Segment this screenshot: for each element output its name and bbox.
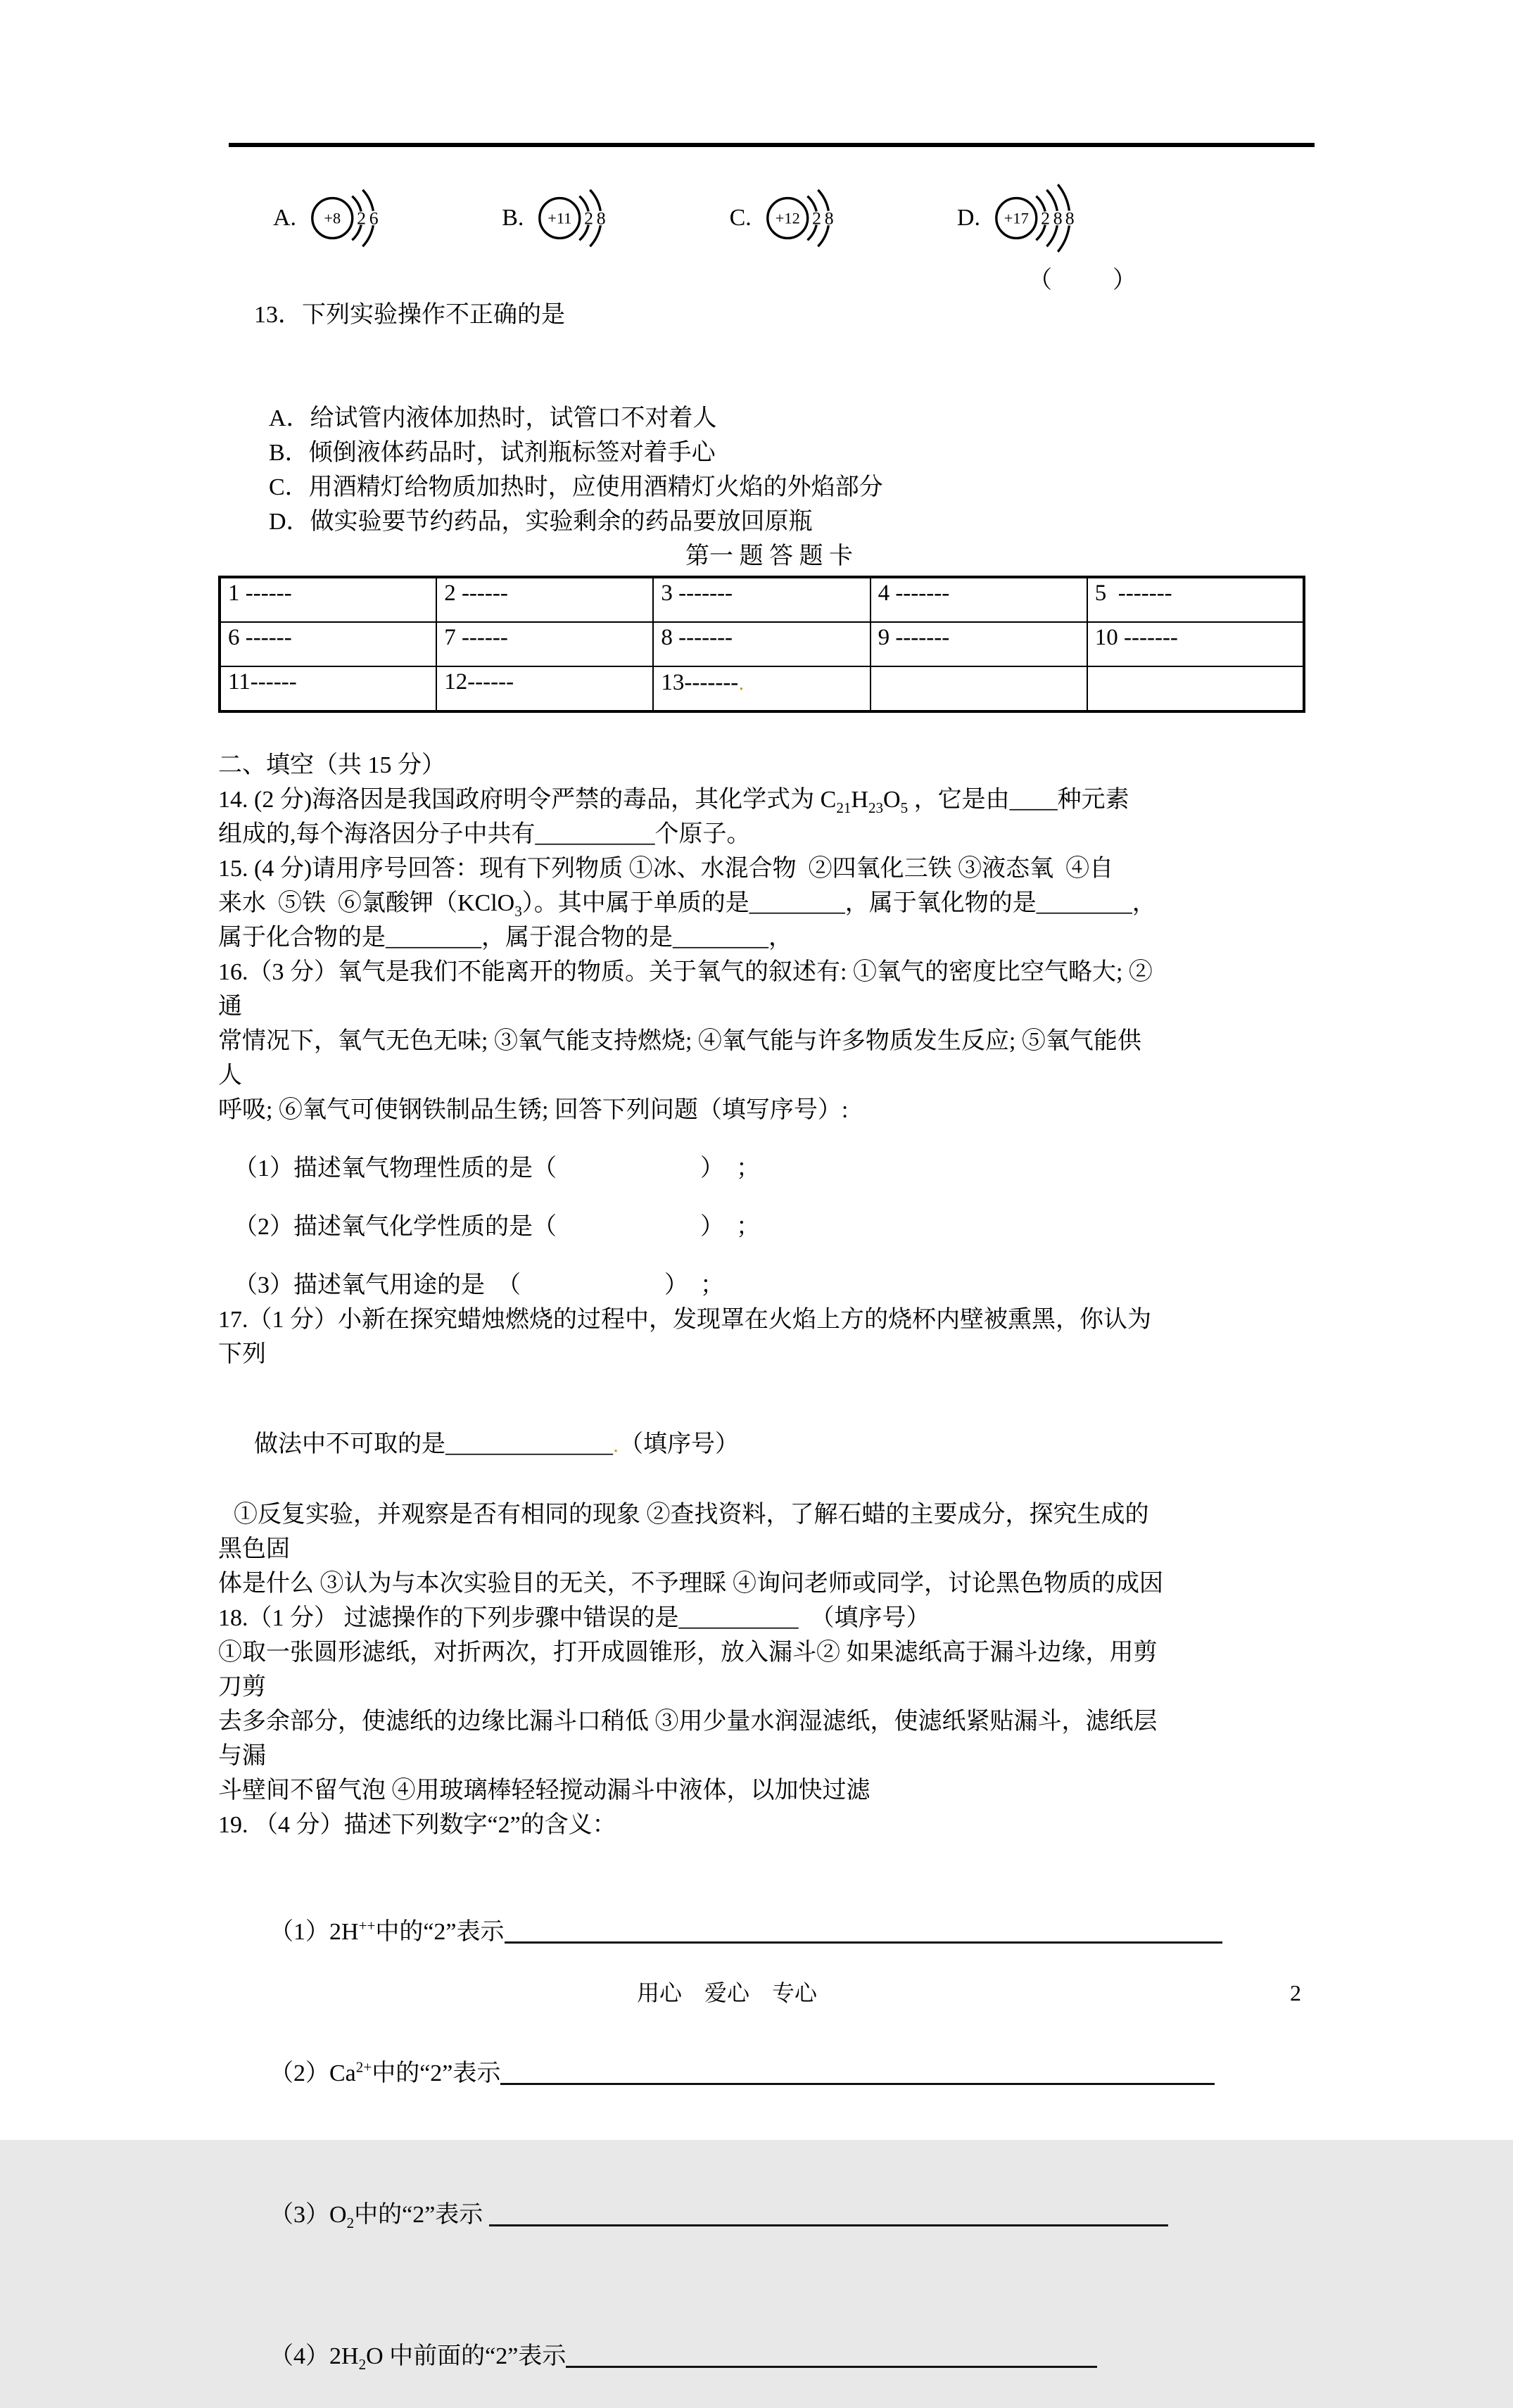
question-14-line1: 14. (2 分)海洛因是我国政府明令严禁的毒品，其化学式为 $C_{21}H_{23}O_5$ ，它是由____种元素 [218,787,1129,816]
nucleus-charge: +11 [547,209,572,227]
question-19-item-4-text: $(4)2H_2O$ 中前面的“2”表示 [270,2343,566,2373]
blank-underline [505,1913,1222,1944]
electron-shell-arc [818,225,828,246]
question-18-step2: 刀剪 [218,1674,266,1700]
answer-card-title: 第一 题 答 题 卡 [685,543,853,569]
nucleus-charge: +17 [1004,209,1029,227]
question-19-item-1 [218,1879,1320,1984]
shell-electron-count: 8 [824,208,834,229]
atom-structure-d-icon [990,175,1083,261]
header-rule [229,143,1315,147]
question-19-item-2 [218,2020,1320,2125]
answer-card-cell [871,666,1087,711]
answer-card-cell: 6 ------ [220,622,436,666]
option-label: D. [956,205,980,231]
shell-electron-count: 8 [597,208,607,229]
option-label: C. [729,205,752,231]
answer-card-cell: 2 ------ [436,577,653,622]
question-18-step3: 去多余部分，使滤纸的边缘比漏斗口稍低 ③用少量水润湿滤纸，使滤纸紧贴漏斗，滤纸层 [218,1709,1158,1735]
question-14-line2: 组成的,每个海洛因分子中共有__________个原子。 [218,821,751,847]
electron-shell-arc [1058,226,1069,252]
question-17-blank-line [218,1393,1320,1497]
electron-shell-arc [1046,225,1057,246]
answer-card-cell: 12------ [436,666,653,711]
question-16-item-1: （1）描述氧气物理性质的是（ ） ； [234,1155,760,1181]
question-17-line2: 下列 [218,1341,266,1367]
shell-electron-count: 8 [1053,208,1063,229]
question-17-choices-3: 体是什么 ③认为与本次实验目的无关，不予理睬 ④询问老师或同学，讨论黑色物质的成因 [218,1571,1163,1597]
question-13-text: 13．下列实验操作不正确的是 [254,302,565,328]
section-2-heading: 二、填空（共 15 分） [218,752,445,778]
atom-diagram-d [957,175,1083,261]
answer-card-table [218,576,1305,713]
atom-diagram-b [502,175,626,261]
answer-card-row [220,577,1304,622]
question-16-line5: 呼吸; ⑥氧气可使钢铁制品生锈; 回答下列问题（填写序号）: [218,1097,849,1123]
blank-underline [489,2196,1168,2226]
question-18-step4: 与漏 [218,1743,266,1769]
answer-card-cell [653,666,870,711]
atomic-diagram-row [218,176,1320,260]
question-16-item-2: （2）描述氧气化学性质的是（ ） ； [234,1214,760,1240]
footer-motto: 用心 爱心 专心 [637,1980,818,2005]
page-content [218,176,1320,2408]
answer-card-cell: 4 ------- [871,577,1087,622]
answer-card-cell: 10 ------- [1087,622,1304,666]
question-15-line2: 来水 ⑤铁 ⑥氯酸钾（KClO$_3$）。其中属于单质的是________，属于氧化物的是________， [218,890,1156,920]
question-13-option-b: B．倾倒液体药品时，试剂瓶标签对着手心 [269,440,716,466]
answer-card-cell: 7 ------ [436,622,653,666]
shell-electron-count: 6 [369,208,379,229]
question-15-line1: 15. (4 分)请用序号回答：现有下列物质 ①冰、水混合物 ②四氧化三铁 ③液态氧 ④自 [218,856,1114,882]
electron-shell-arc [362,225,373,246]
question-17-blank-suffix: （填序号） [631,1431,740,1457]
atom-structure-a-icon [306,175,399,261]
question-13-option-a: A．给试管内液体加热时，试管口不对着人 [269,405,717,431]
question-15-line3: 属于化合物的是________，属于混合物的是________， [218,925,792,951]
question-18-step5: 斗壁间不留气泡 ④用玻璃棒轻轻搅动漏斗中液体，以加快过滤 [218,1778,871,1804]
question-18-line1: 18.（1 分） 过滤操作的下列步骤中错误的是__________ （填序号） [218,1605,930,1631]
question-19-item-2-text: $(2)Ca^{2+}$中的“2”表示 [270,2058,501,2086]
question-16-line4: 人 [218,1063,242,1089]
question-19-item-4 [218,2303,1320,2408]
answer-card-cell [1087,666,1304,711]
question-17-line1: 17.（1 分）小新在探究蜡烛燃烧的过程中，发现罩在火焰上方的烧杯内壁被熏黑，你认为 [218,1307,1151,1333]
shell-electron-count: 8 [1065,208,1075,229]
question-17-choices-2: 黑色固 [218,1536,290,1562]
question-17-blank-text: 做法中不可取的是______________ [254,1431,613,1457]
question-16-line3: 常情况下，氧气无色无味; ③氧气能支持燃烧; ④氧气能与许多物质发生反应; ⑤氧气能供 [218,1028,1141,1054]
atom-structure-c-icon [761,175,854,261]
spellcheck-dot: ． [738,673,757,694]
question-13-option-d: D．做实验要节约药品，实验剩余的药品要放回原瓶 [269,509,813,535]
answer-card-cell: 5 ------- [1087,577,1304,622]
atom-structure-b-icon [533,175,626,261]
answer-card-cell: 9 ------- [871,622,1087,666]
question-16-line2: 通 [218,994,242,1020]
spellcheck-dot: ． [613,1436,632,1456]
blank-underline [566,2338,1097,2368]
answer-card-cell: 3 ------- [653,577,870,622]
answer-brackets: （ ） [1028,267,1141,293]
answer-card-row [220,666,1304,711]
option-label: B. [502,205,524,231]
question-16-item-3: （3）描述氧气用途的是 （ ） ； [234,1272,724,1298]
option-label: A. [273,205,297,231]
shell-electron-count: 2 [357,208,367,229]
question-19-item-1-text: （1）2H++中的“2”表示 [270,1917,505,1945]
shell-electron-count: 2 [584,208,594,229]
question-16-line1: 16.（3 分）氧气是我们不能离开的物质。关于氧气的叙述有: ①氧气的密度比空气略大; ② [218,959,1153,985]
answer-card-cell: 1 ------ [220,577,436,622]
electron-shell-arc [590,225,601,246]
atom-diagram-c [730,175,854,261]
question-13-stem [218,263,1320,401]
question-19-stem: 19. （4 分）描述下列数字“2”的含义： [218,1812,616,1838]
answer-card-row [220,622,1304,666]
nucleus-charge: +12 [775,209,800,227]
nucleus-charge: +8 [324,209,341,227]
answer-card-cell: 11------ [220,666,436,711]
question-13-option-c: C．用酒精灯给物质加热时，应使用酒精灯火焰的外焰部分 [269,474,883,500]
answer-card-cell: 8 ------- [653,622,870,666]
page-number: 2 [1290,1980,1301,2005]
blank-underline [500,2055,1215,2085]
atom-diagram-a [273,175,399,261]
question-19-item-3 [218,2162,1320,2267]
question-17-choices-1: ①反复实验，并观察是否有相同的现象 ②查找资料，了解石蜡的主要成分，探究生成的 [234,1502,1149,1528]
question-19-item-3-text: $(3)O_2$中的“2”表示 [270,2202,489,2231]
electron-shell-arc [1058,184,1069,210]
shell-electron-count: 2 [1041,208,1051,229]
shell-electron-count: 2 [811,208,821,229]
answer-card-cell-text: 13------- [661,670,739,695]
question-18-step1: ①取一张圆形滤纸，对折两次，打开成圆锥形，放入漏斗② 如果滤纸高于漏斗边缘，用剪 [218,1640,1158,1666]
